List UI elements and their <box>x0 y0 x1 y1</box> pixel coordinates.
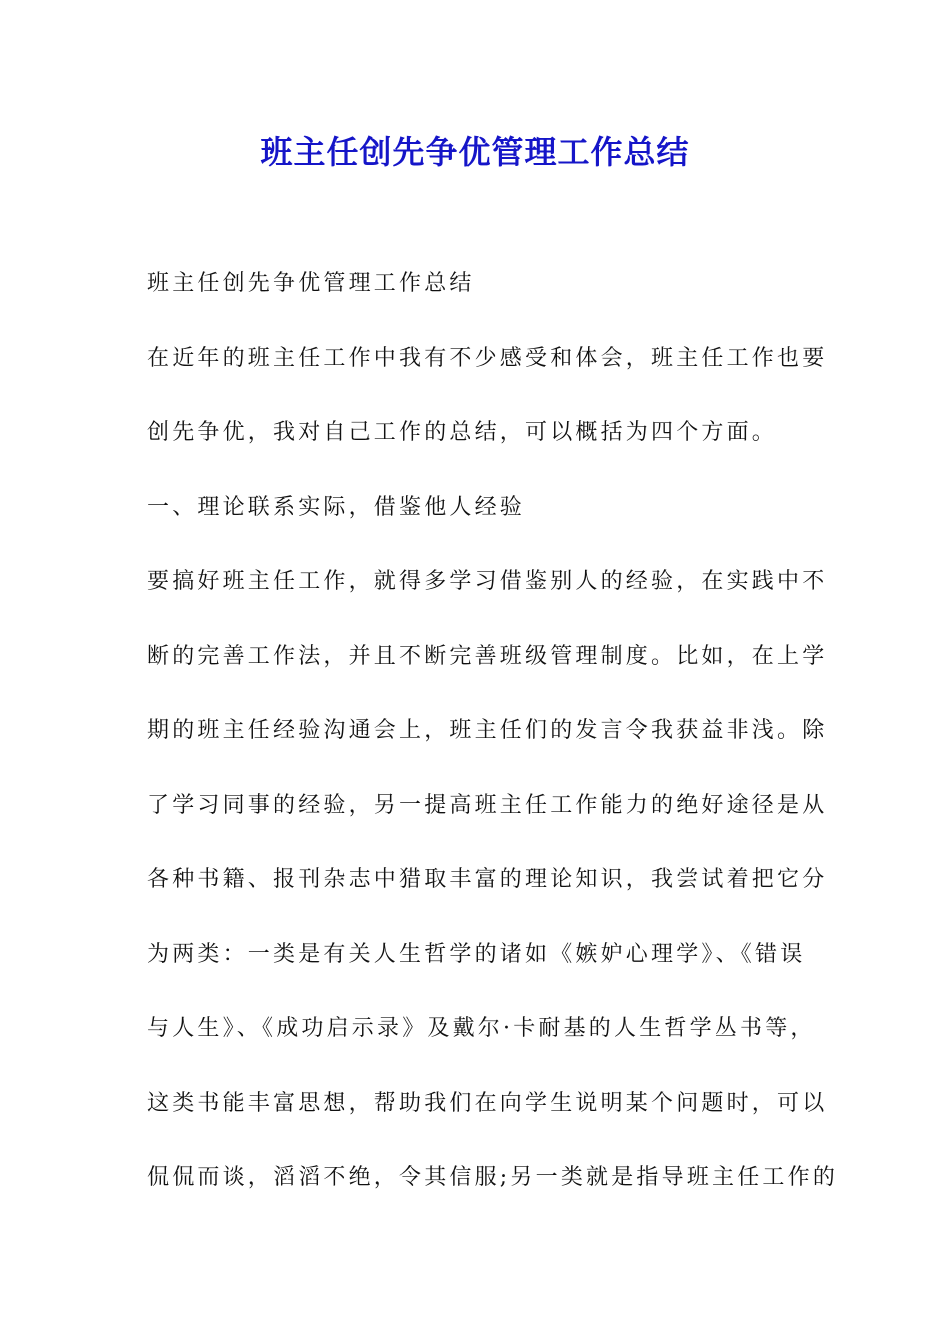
body-line: 断的完善工作法，并且不断完善班级管理制度。比如，在上学 <box>147 643 828 669</box>
body-line: 要搞好班主任工作，就得多学习借鉴别人的经验，在实践中不 <box>147 569 828 594</box>
body-line: 为两类：一类是有关人生哲学的诸如《嫉妒心理学》、《错误 <box>147 941 806 967</box>
body-line: 侃侃而谈，滔滔不绝，令其信服;另一类就是指导班主任工作的 <box>147 1165 839 1190</box>
body-line: 创先争优，我对自己工作的总结，可以概括为四个方面。 <box>147 420 778 445</box>
body-line: 在近年的班主任工作中我有不少感受和体会，班主任工作也要 <box>147 345 828 371</box>
body-line: 与人生》、《成功启示录》及戴尔·卡耐基的人生哲学丛书等， <box>147 1016 816 1041</box>
body-line: 这类书能丰富思想，帮助我们在向学生说明某个问题时，可以 <box>147 1090 828 1116</box>
body-line: 期的班主任经验沟通会上，班主任们的发言令我获益非浅。除 <box>147 718 828 743</box>
body-line: 各种书籍、报刊杂志中猎取丰富的理论知识，我尝试着把它分 <box>147 867 828 892</box>
document-title: 班主任创先争优管理工作总结 <box>260 133 690 171</box>
body-line: 班主任创先争优管理工作总结 <box>147 271 475 296</box>
section-heading: 一、理论联系实际，借鉴他人经验 <box>147 494 526 520</box>
body-line: 了学习同事的经验，另一提高班主任工作能力的绝好途径是从 <box>147 792 828 818</box>
document-body <box>147 262 839 1231</box>
